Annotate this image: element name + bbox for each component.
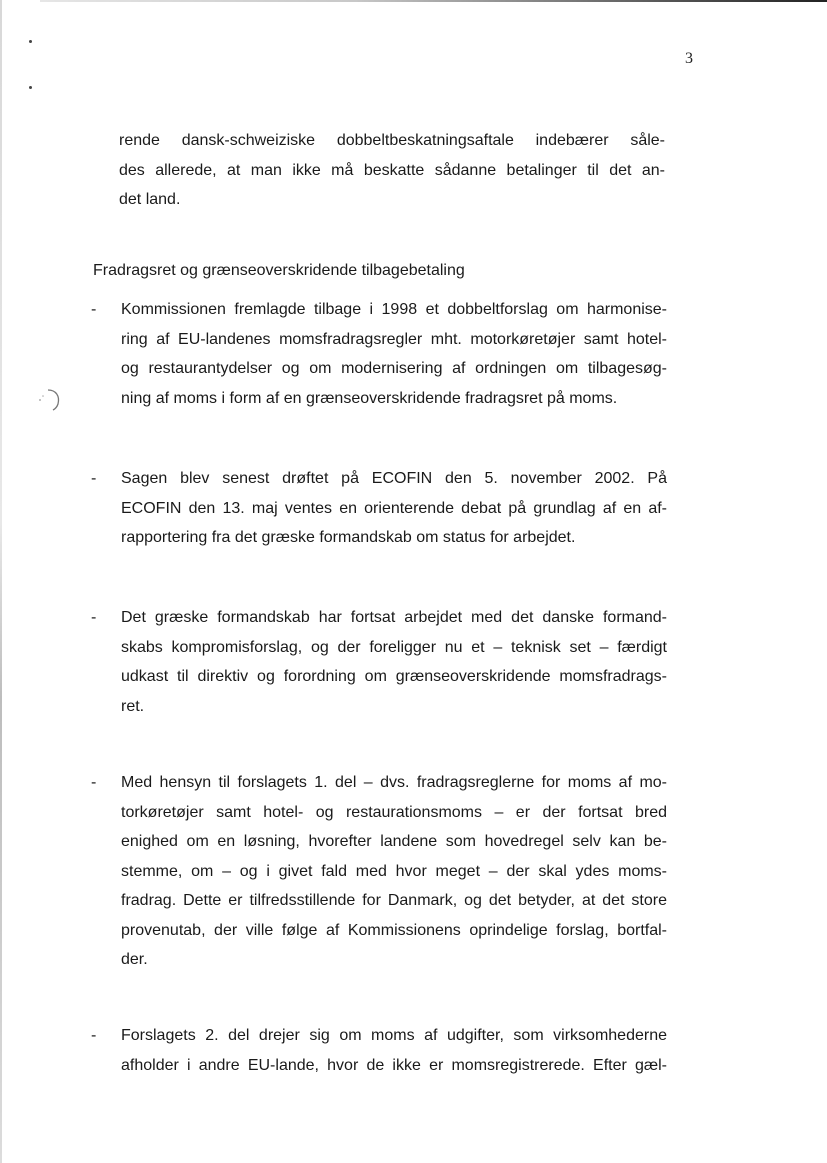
- page-number: 3: [685, 50, 693, 67]
- text-line: provenutab, der ville følge af Kommissionens oprindelige forslag, bortfal-: [121, 921, 667, 939]
- text-line: ECOFIN den 13. maj ventes en orienterende debat på grundlag af en af-: [121, 499, 667, 517]
- bullet-item: [121, 1021, 667, 1080]
- text-line: Kommissionen fremlagde tilbage i 1998 et dobbeltforslag om harmonise-: [121, 301, 667, 318]
- scan-top-edge: [40, 0, 827, 2]
- scan-artifact-mark: [34, 386, 62, 412]
- scan-left-edge: [0, 0, 2, 1163]
- text-line: Sagen blev senest drøftet på ECOFIN den 5. november 2002. På: [121, 470, 667, 487]
- bullet-dash: -: [91, 609, 97, 626]
- intro-paragraph: [119, 126, 665, 215]
- text-line: rapportering fra det græske formandskab om status for arbejdet.: [121, 529, 576, 546]
- bullet-dash: -: [91, 301, 97, 318]
- text-line: der.: [121, 951, 148, 968]
- text-line: skabs kompromisforslag, og der foreligger nu et – teknisk set – færdigt: [121, 638, 667, 656]
- text-line: ret.: [121, 697, 145, 715]
- bullet-dash: -: [91, 1027, 97, 1044]
- text-line: Med hensyn til forslagets 1. del – dvs. fradragsreglerne for moms af mo-: [121, 774, 667, 791]
- bullet-item: [121, 768, 667, 975]
- text-line: torkøretøjer samt hotel- og restaurationsmoms – er der fortsat bred: [121, 803, 667, 821]
- scan-speck: [29, 86, 32, 89]
- text-line: ning af moms i form af en grænseoverskridende fradragsret på moms.: [121, 389, 618, 407]
- text-line: udkast til direktiv og forordning om grænseoverskridende momsfradrags-: [121, 668, 667, 685]
- text-line: det land.: [119, 191, 181, 208]
- bullet-dash: -: [91, 774, 97, 791]
- text-line: ring af EU-landenes momsfradragsregler mht. motorkøretøjer samt hotel-: [121, 330, 667, 348]
- text-line: fradrag. Dette er tilfredsstillende for Danmark, og det betyder, at det store: [121, 892, 667, 909]
- text-line: enighed om en løsning, hvorefter landene som hovedregel selv kan be-: [121, 833, 667, 850]
- text-line: afholder i andre EU-lande, hvor de ikke er momsregistrerede. Efter gæl-: [121, 1056, 667, 1074]
- bullet-item: [121, 295, 667, 413]
- bullet-item: [121, 603, 667, 721]
- text-line: Forslagets 2. del drejer sig om moms af udgifter, som virksomhederne: [121, 1027, 667, 1044]
- text-line: Det græske formandskab har fortsat arbejdet med det danske formand-: [121, 609, 667, 626]
- scan-speck: [29, 40, 32, 43]
- bullet-item: [121, 464, 667, 553]
- text-line: og restaurantydelser og om modernisering af ordningen om tilbagesøg-: [121, 360, 667, 377]
- text-line: des allerede, at man ikke må beskatte sådanne betalinger til det an-: [119, 161, 665, 179]
- text-line: stemme, om – og i givet fald med hvor meget – der skal ydes moms-: [121, 862, 667, 880]
- bullet-dash: -: [91, 470, 97, 487]
- text-line: rende dansk-schweiziske dobbeltbeskatningsaftale indebærer såle-: [119, 132, 665, 149]
- section-heading: Fradragsret og grænseoverskridende tilbagebetaling: [93, 262, 465, 279]
